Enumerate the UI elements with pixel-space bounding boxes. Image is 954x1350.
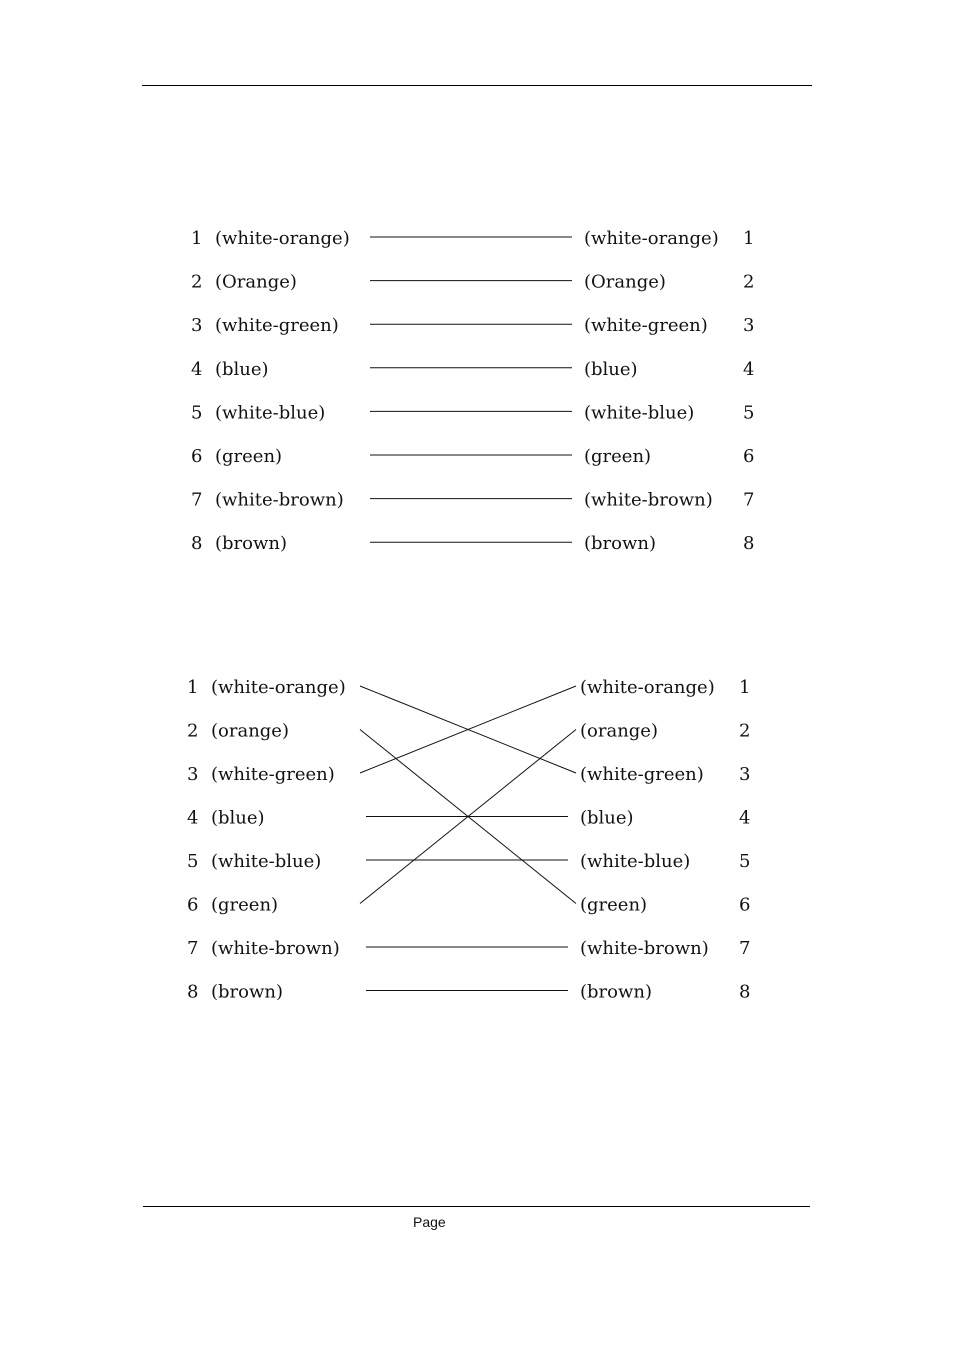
footer-rule <box>143 1206 810 1207</box>
left-pin-label: (white-blue) <box>211 851 322 872</box>
left-pin-number: 2 <box>191 271 203 293</box>
left-pin-label: (blue) <box>211 807 265 829</box>
left-pin-label: (white-blue) <box>215 402 326 424</box>
left-pin-label: (white-green) <box>211 764 335 785</box>
left-pin-label: (green) <box>211 894 279 916</box>
right-pin-label: (white-orange) <box>584 228 719 249</box>
right-pin-number: 4 <box>739 807 751 829</box>
left-pin-label: (blue) <box>215 358 269 380</box>
left-pin-label: (green) <box>215 446 283 467</box>
right-pin-label: (white-brown) <box>580 938 709 959</box>
right-pin-number: 3 <box>739 764 751 785</box>
right-pin-label: (white-brown) <box>584 489 713 511</box>
right-pin-label: (green) <box>584 446 652 467</box>
right-pin-number: 1 <box>743 228 755 249</box>
left-pin-label: (brown) <box>215 533 288 555</box>
left-pin-label: (white-orange) <box>215 228 350 249</box>
right-pin-number: 2 <box>739 720 751 742</box>
left-pin-label: (white-green) <box>215 315 339 337</box>
right-pin-label: (Orange) <box>584 271 666 293</box>
right-pin-number: 3 <box>743 315 755 337</box>
left-pin-label: (white-orange) <box>211 677 346 698</box>
left-pin-label: (Orange) <box>215 271 297 293</box>
right-pin-number: 5 <box>743 402 755 424</box>
right-pin-label: (green) <box>580 894 648 916</box>
left-pin-number: 6 <box>187 894 199 916</box>
right-pin-number: 8 <box>739 981 751 1003</box>
right-pin-label: (white-blue) <box>580 851 691 872</box>
straight-through-diagram <box>191 228 754 554</box>
right-pin-number: 6 <box>743 446 755 467</box>
left-pin-number: 3 <box>191 315 203 337</box>
left-pin-label: (brown) <box>211 981 284 1003</box>
left-pin-number: 4 <box>187 807 199 829</box>
right-pin-number: 4 <box>743 358 755 380</box>
left-pin-number: 8 <box>187 981 199 1003</box>
right-pin-label: (white-green) <box>580 764 704 785</box>
right-pin-number: 1 <box>739 677 751 698</box>
left-pin-number: 7 <box>191 489 203 511</box>
right-pin-label: (brown) <box>580 981 653 1003</box>
left-pin-number: 1 <box>191 228 203 249</box>
left-pin-number: 3 <box>187 764 199 785</box>
right-pin-number: 6 <box>739 894 751 916</box>
right-pin-number: 7 <box>739 938 751 959</box>
left-pin-label: (white-brown) <box>215 489 344 511</box>
page-label: Page <box>413 1214 446 1230</box>
left-pin-number: 8 <box>191 533 203 555</box>
left-pin-number: 2 <box>187 720 199 742</box>
left-pin-number: 6 <box>191 446 203 467</box>
right-pin-number: 5 <box>739 851 751 872</box>
right-pin-label: (blue) <box>584 358 638 380</box>
right-pin-number: 2 <box>743 271 755 293</box>
right-pin-label: (orange) <box>580 720 658 742</box>
right-pin-number: 8 <box>743 533 755 555</box>
left-pin-number: 5 <box>187 851 199 872</box>
right-pin-label: (blue) <box>580 807 634 829</box>
left-pin-number: 1 <box>187 677 199 698</box>
right-pin-label: (white-blue) <box>584 402 695 424</box>
right-pin-label: (white-green) <box>584 315 708 337</box>
right-pin-number: 7 <box>743 489 755 511</box>
right-pin-label: (white-orange) <box>580 677 715 698</box>
left-pin-label: (white-brown) <box>211 938 340 959</box>
right-pin-label: (brown) <box>584 533 657 555</box>
crossover-diagram <box>187 677 750 1003</box>
left-pin-number: 4 <box>191 358 203 380</box>
left-pin-number: 7 <box>187 938 199 959</box>
left-pin-number: 5 <box>191 402 203 424</box>
left-pin-label: (orange) <box>211 720 289 742</box>
